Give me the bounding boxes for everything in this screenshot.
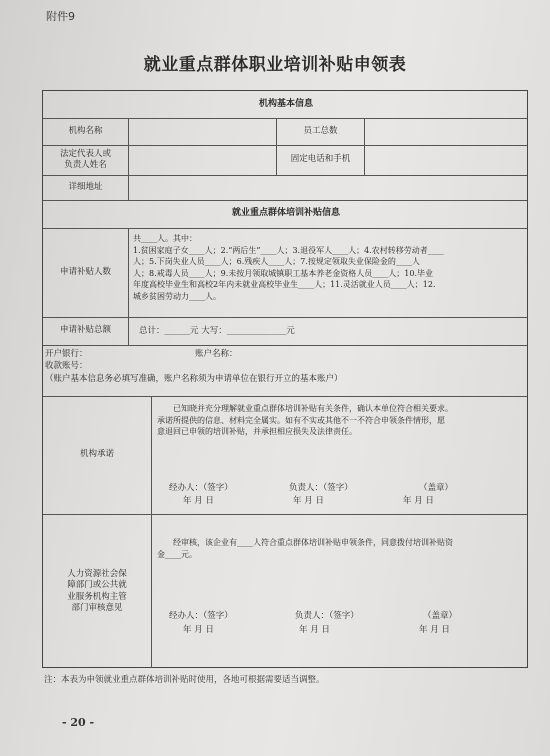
account-name-label: 账户名称： bbox=[195, 349, 238, 359]
org-name-label: 机构名称 bbox=[68, 125, 103, 136]
review-handler-sign[interactable]: 经办人：（签字） bbox=[169, 611, 233, 621]
commit-handler-sign[interactable]: 经办人：（签字） bbox=[169, 483, 233, 493]
applicants-line: 人；5.下岗失业人员____人；6.残疾人____人；7.按规定领取失业保险金的____人 bbox=[133, 257, 420, 267]
total-amount-field[interactable]: 总计：______元 大写：______________元 bbox=[139, 326, 295, 336]
review-leader-sign[interactable]: 负责人：（签字） bbox=[295, 611, 359, 621]
account-no-label: 收款账号： bbox=[45, 361, 88, 372]
staff-count-label: 员工总数 bbox=[303, 125, 338, 136]
applicants-line: 1.贫困家庭子女____人；2.“两后生”____人；3.退役军人____人；4.农村转移劳动者____ bbox=[133, 245, 444, 255]
section-subsidy-header: 就业重点群体培训补贴信息 bbox=[231, 208, 340, 219]
application-form-table bbox=[42, 90, 528, 668]
applicants-line: 人；8.戒毒人员____人；9.未按月领取城镇职工基本养老金资格人员____人；10.毕业 bbox=[133, 268, 433, 278]
commit-line: 承诺所提供的信息、材料完全属实。如有不实或其他不一不符合申领条件情形，愿 bbox=[157, 415, 445, 425]
row-divider bbox=[43, 345, 527, 346]
col-divider bbox=[151, 396, 152, 668]
legal-rep-label-line2: 负责人姓名 bbox=[64, 160, 107, 170]
review-label bbox=[43, 514, 151, 669]
commit-date: 年 月 日 bbox=[293, 496, 324, 506]
phone-label: 固定电话和手机 bbox=[290, 154, 351, 165]
applicants-line: 共____人。其中： bbox=[133, 234, 197, 243]
review-seal[interactable]: （盖章） bbox=[423, 611, 458, 621]
commit-label: 机构承诺 bbox=[79, 449, 114, 460]
review-text[interactable] bbox=[157, 537, 525, 560]
bank-label: 开户银行： bbox=[45, 349, 88, 359]
commit-date: 年 月 日 bbox=[403, 496, 434, 506]
review-label-line: 部门审核意见 bbox=[71, 602, 123, 613]
bank-info bbox=[45, 348, 525, 385]
review-line: 经审核，该企业有____人符合重点群体培训补贴申领条件，同意拨付培训补贴资 bbox=[173, 538, 453, 547]
review-label-line: 业服务机构主管 bbox=[67, 591, 127, 602]
legal-rep-field[interactable] bbox=[129, 145, 276, 175]
col-divider bbox=[128, 228, 129, 345]
section-org-header: 机构基本信息 bbox=[258, 98, 313, 109]
form-title: 就业重点群体职业培训补贴申领表 bbox=[143, 55, 407, 75]
bank-note: （账户基本信息务必填写准确，账户名称须为申请单位在银行开立的基本账户） bbox=[45, 373, 343, 384]
applicants-line: 城乡贫困劳动力____人。 bbox=[133, 291, 221, 301]
commit-seal[interactable]: （盖章） bbox=[419, 483, 454, 493]
applicants-line: 年度高校毕业生和高校2年内未就业高校毕业生____人；11.灵活就业人员____人；12. bbox=[133, 280, 436, 290]
phone-field[interactable] bbox=[365, 145, 527, 175]
commit-text bbox=[157, 403, 525, 438]
commit-line: 已知晓并充分理解就业重点群体培训补贴有关条件，确认本单位符合相关要求。 bbox=[173, 404, 453, 413]
review-label-line: 障部门或公共就 bbox=[67, 580, 127, 591]
attachment-label: 附件9 bbox=[46, 10, 75, 23]
review-date: 年 月 日 bbox=[419, 625, 450, 635]
legal-rep-label-line1: 法定代表人或 bbox=[59, 148, 111, 159]
applicants-label: 申请补贴人数 bbox=[59, 266, 111, 277]
staff-count-field[interactable] bbox=[365, 118, 527, 145]
review-date: 年 月 日 bbox=[183, 625, 214, 635]
review-date: 年 月 日 bbox=[299, 625, 330, 635]
total-label: 申请补贴总额 bbox=[59, 325, 111, 336]
commit-date: 年 月 日 bbox=[183, 496, 214, 506]
org-name-field[interactable] bbox=[129, 118, 276, 145]
review-line: 金____元。 bbox=[157, 549, 197, 559]
commit-leader-sign[interactable]: 负责人：（签字） bbox=[289, 483, 353, 493]
address-label: 详细地址 bbox=[68, 181, 103, 192]
footnote: 注：本表为申领就业重点群体培训补贴时使用，各地可根据需要适当调整。 bbox=[44, 675, 325, 685]
page-number: - 20 - bbox=[62, 716, 95, 729]
applicants-breakdown[interactable] bbox=[133, 233, 525, 303]
commit-line: 意退回已申领的培训补贴，并承担相应损失及法律责任。 bbox=[157, 427, 357, 437]
legal-rep-label bbox=[43, 145, 128, 175]
address-field[interactable] bbox=[129, 175, 527, 200]
review-label-line: 人力资源社会保 bbox=[67, 569, 127, 580]
